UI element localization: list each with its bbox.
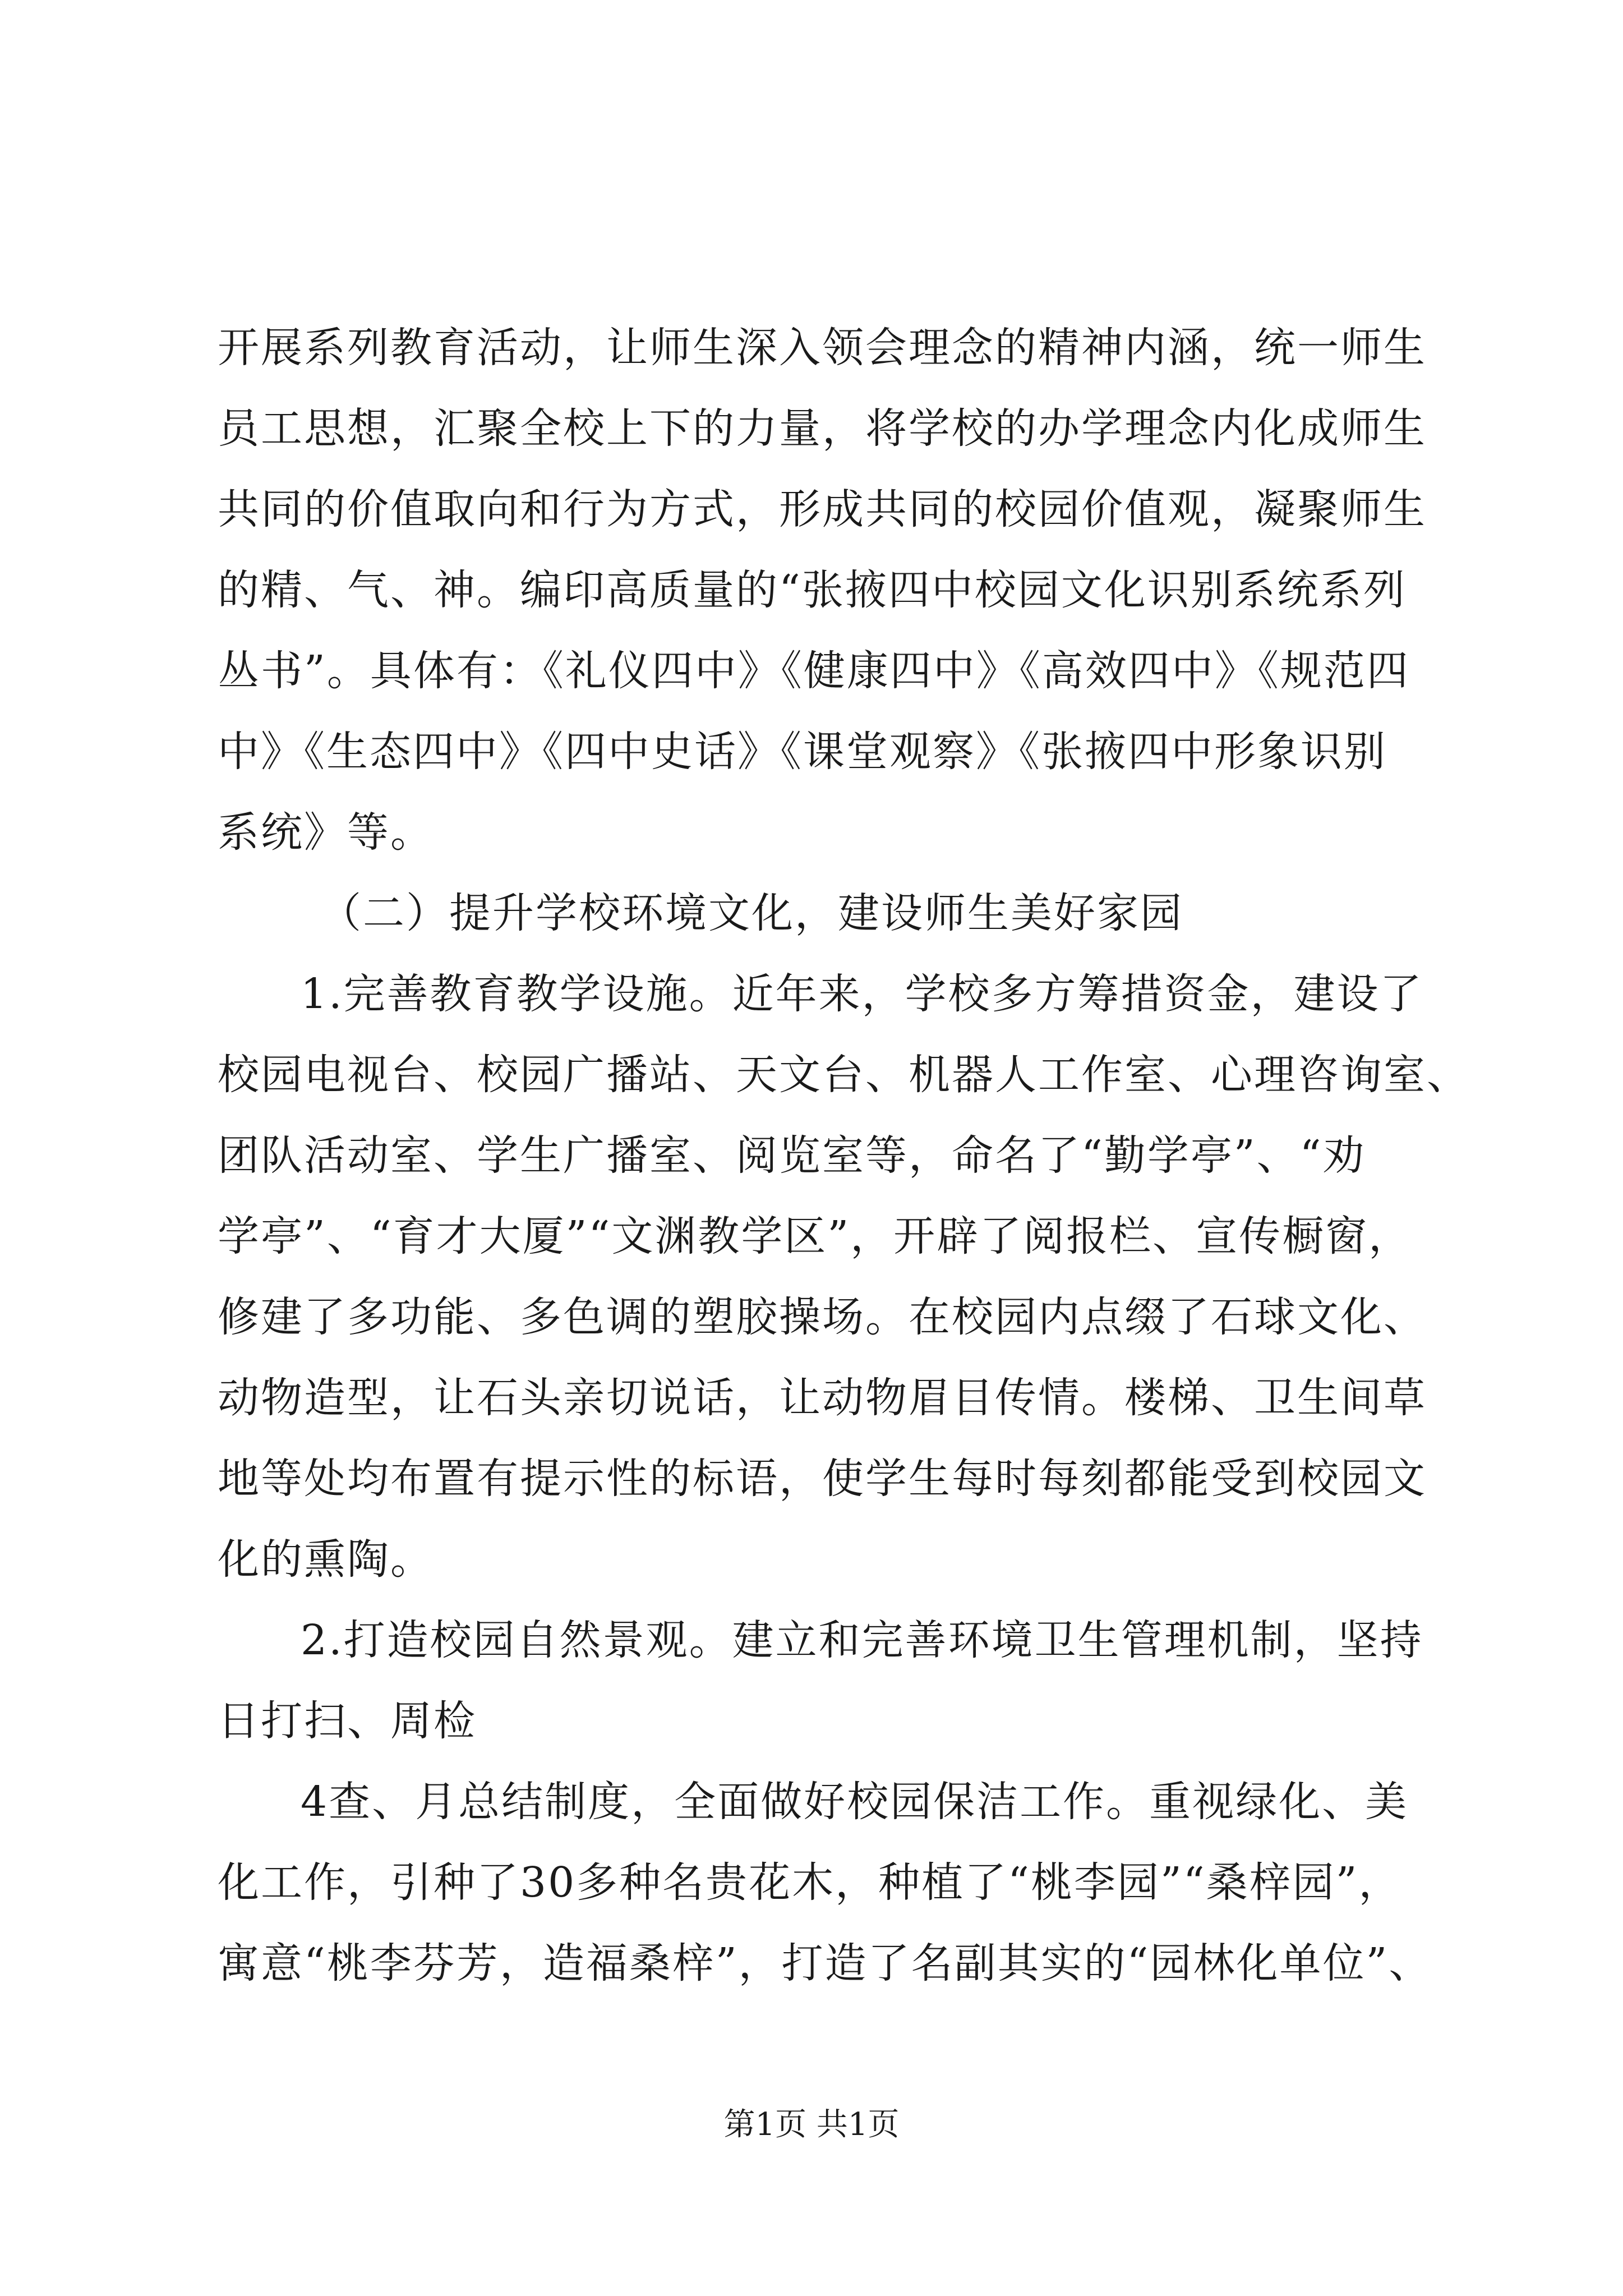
paragraph-line: 校园电视台、校园广播站、天文台、机器人工作室、心理咨询室、: [218, 1051, 1470, 1099]
paragraph-line: 化工作，引种了30多种名贵花木，种植了“桃李园”“桑梓园”，: [218, 1858, 1402, 1907]
paragraph-line: 1.完善教育教学设施。近年来，学校多方筹措资金，建设了: [301, 970, 1423, 1018]
paragraph-line: 学亭”、“育才大厦”“文渊教学区”，开辟了阅报栏、宣传橱窗，: [218, 1212, 1412, 1260]
paragraph-line: 系统》等。: [218, 808, 434, 857]
paragraph-line: 中》《生态四中》《四中史话》《课堂观察》《张掖四中形象识别: [218, 728, 1387, 776]
paragraph-line: 员工思想，汇聚全校上下的力量，将学校的办学理念内化成师生: [218, 404, 1427, 453]
paragraph-line: 修建了多功能、多色调的塑胶操场。在校园内点缀了石球文化、: [218, 1293, 1427, 1341]
paragraph-line: 的精、气、神。编印高质量的“张掖四中校园文化识别系统系列: [218, 566, 1407, 614]
paragraph-line: 共同的价值取向和行为方式，形成共同的校园价值观，凝聚师生: [218, 485, 1427, 533]
paragraph-line: 丛书”。具体有：《礼仪四中》《健康四中》《高效四中》《规范四: [218, 647, 1410, 695]
paragraph-line: 4查、月总结制度，全面做好校园保洁工作。重视绿化、美: [301, 1778, 1409, 1826]
section-heading: （二）提升学校环境文化，建设师生美好家园: [320, 889, 1183, 937]
paragraph-line: 日打扫、周检: [218, 1697, 477, 1745]
paragraph-line: 2.打造校园自然景观。建立和完善环境卫生管理机制，坚持: [301, 1616, 1423, 1664]
page-footer: 第1页 共1页: [723, 2106, 900, 2143]
paragraph-line: 团队活动室、学生广播室、阅览室等，命名了“勤学亭”、“劝: [218, 1131, 1366, 1180]
paragraph-line: 寓意“桃李芬芳，造福桑梓”，打造了名副其实的“园林化单位”、: [218, 1939, 1432, 1987]
paragraph-line: 开展系列教育活动，让师生深入领会理念的精神内涵，统一师生: [218, 324, 1427, 372]
paragraph-line: 化的熏陶。: [218, 1535, 434, 1584]
paragraph-line: 动物造型，让石头亲切说话，让动物眉目传情。楼梯、卫生间草: [218, 1374, 1427, 1422]
paragraph-line: 地等处均布置有提示性的标语，使学生每时每刻都能受到校园文: [218, 1455, 1427, 1503]
